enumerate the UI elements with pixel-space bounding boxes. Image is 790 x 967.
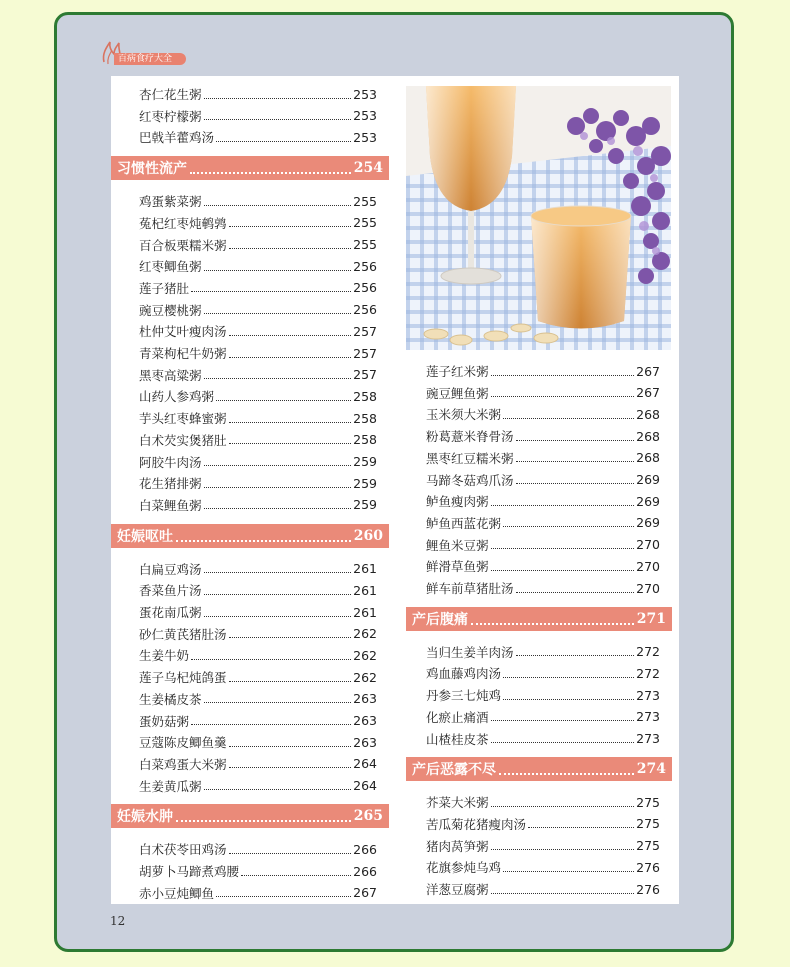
entry-page: 259 [353, 475, 377, 491]
dot-leader [491, 570, 635, 571]
toc-entry[interactable] [139, 320, 377, 342]
toc-entry[interactable] [426, 878, 660, 900]
entry-title: 香菜鱼片汤 [139, 583, 202, 599]
entry-page: 273 [636, 731, 660, 746]
dot-leader [229, 248, 352, 249]
toc-entry[interactable] [426, 813, 660, 835]
entry-page: 266 [353, 841, 377, 857]
section-header[interactable] [111, 156, 389, 180]
entry-title: 阿胶牛肉汤 [139, 454, 202, 470]
dot-leader [491, 548, 635, 549]
section-page: 265 [353, 808, 383, 825]
dot-leader [503, 871, 634, 872]
toc-entry[interactable] [426, 728, 660, 750]
entry-page: 257 [353, 367, 377, 383]
entry-title: 黑枣高粱粥 [139, 367, 202, 383]
entry-page: 275 [636, 794, 660, 810]
section-title: 妊娠水肿 [117, 809, 173, 826]
entry-page: 256 [353, 258, 377, 274]
entry-page: 262 [353, 647, 377, 663]
tea-photo-illustration [406, 86, 671, 350]
dot-leader [204, 313, 352, 314]
entry-title: 莲子乌杞炖鸽蛋 [139, 670, 227, 686]
entry-title: 洋葱豆腐粥 [426, 882, 489, 897]
dot-leader [229, 443, 352, 444]
toc-entry[interactable] [426, 382, 660, 404]
dot-leader [204, 789, 352, 790]
section-title: 产后腹痛 [412, 611, 468, 628]
entry-title: 黑枣红豆糯米粥 [426, 450, 514, 466]
entry-title: 化瘀止痛酒 [426, 709, 489, 725]
entry-title: 丹参三七炖鸡 [426, 688, 502, 704]
entry-title: 花生猪排粥 [139, 476, 202, 492]
entry-page: 259 [353, 497, 377, 513]
entry-title: 山楂桂皮茶 [426, 731, 489, 747]
toc-entry[interactable] [426, 403, 660, 425]
dot-leader [216, 141, 351, 142]
entry-title: 鲜滑草鱼粥 [426, 559, 489, 575]
entry-title: 蛋花南瓜粥 [139, 605, 202, 620]
entry-title: 花旗参炖乌鸡 [426, 860, 502, 876]
dot-leader [229, 357, 352, 358]
entry-title: 白术芡实煲猪肚 [139, 432, 227, 448]
toc-entry[interactable] [139, 407, 377, 429]
entry-title: 白菜鲤鱼粥 [139, 497, 202, 513]
entry-title: 当归生姜羊肉汤 [426, 644, 514, 660]
entry-title: 豌豆鲤鱼粥 [426, 385, 489, 401]
toc-entry[interactable] [426, 684, 660, 706]
toc-entry[interactable] [139, 451, 377, 473]
dot-leader [241, 875, 351, 876]
dot-leader [528, 827, 634, 828]
dot-leader [190, 172, 351, 174]
entry-page: 256 [353, 302, 377, 318]
entry-title: 杏仁花生粥 [139, 87, 202, 102]
toc-entry[interactable] [139, 342, 377, 364]
toc-entry[interactable] [139, 364, 377, 386]
dot-leader [499, 773, 634, 775]
entry-title: 莲子猪肚 [139, 280, 190, 296]
entry-title: 红枣柠檬粥 [139, 108, 202, 124]
dot-leader [229, 422, 352, 423]
section-page: 254 [353, 160, 383, 177]
dot-leader [204, 616, 352, 617]
entry-page: 269 [636, 472, 660, 487]
dot-leader [229, 853, 352, 854]
entry-page: 262 [353, 669, 377, 685]
page-number: 12 [110, 914, 126, 928]
toc-entry[interactable] [426, 469, 660, 491]
section-title: 妊娠呕吐 [117, 528, 173, 545]
entry-title: 鲤鱼米豆粥 [426, 537, 489, 553]
toc-entry[interactable] [426, 791, 660, 813]
entry-title: 猪肉莴笋粥 [426, 838, 489, 854]
brand-badge [100, 40, 200, 66]
dot-leader [491, 742, 635, 743]
entry-page: 258 [353, 410, 377, 426]
entry-page: 253 [353, 108, 377, 124]
entry-page: 261 [353, 604, 377, 620]
dot-leader [516, 461, 635, 462]
toc-entry[interactable] [139, 212, 377, 234]
toc-entry[interactable] [426, 425, 660, 447]
dot-leader [491, 720, 635, 721]
entry-title: 鸡血藤鸡肉汤 [426, 666, 502, 682]
section-header[interactable] [111, 524, 389, 548]
entry-page: 273 [636, 687, 660, 703]
entry-title: 杜仲艾叶瘦肉汤 [139, 324, 227, 340]
toc-entry[interactable] [426, 490, 660, 512]
dot-leader [204, 205, 352, 206]
toc-entry[interactable] [139, 299, 377, 321]
entry-page: 253 [353, 129, 377, 145]
dot-leader [516, 483, 635, 484]
entry-page: 270 [636, 558, 660, 574]
entry-title: 芋头红枣蜂蜜粥 [139, 411, 227, 427]
dot-leader [491, 806, 635, 807]
toc-entry[interactable] [139, 83, 377, 105]
section-title: 产后恶露不尽 [412, 762, 496, 779]
entry-title: 豌豆樱桃粥 [139, 302, 202, 318]
entry-page: 269 [636, 493, 660, 509]
entry-title: 白菜鸡蛋大米粥 [139, 756, 227, 772]
dot-leader [229, 767, 352, 768]
entry-page: 258 [353, 432, 377, 448]
entry-title: 鲜车前草猪肚汤 [426, 581, 514, 596]
entry-page: 261 [353, 561, 377, 577]
entry-title: 鲈鱼西蓝花粥 [426, 515, 502, 531]
entry-title: 红枣鲫鱼粥 [139, 259, 202, 275]
toc-entry[interactable] [139, 126, 377, 148]
toc-entry[interactable] [139, 882, 377, 904]
dot-leader [491, 375, 635, 376]
dot-leader [204, 465, 352, 466]
entry-title: 生姜黄瓜粥 [139, 778, 202, 794]
section-header[interactable] [111, 804, 389, 828]
toc-entry[interactable] [426, 662, 660, 684]
dot-leader [491, 893, 635, 894]
entry-title: 鸡蛋紫菜粥 [139, 194, 202, 210]
dot-leader [204, 572, 352, 573]
dot-leader [516, 655, 635, 656]
entry-page: 253 [353, 86, 377, 102]
dot-leader [204, 487, 352, 488]
entry-page: 269 [636, 515, 660, 531]
toc-entry[interactable] [139, 429, 377, 451]
entry-title: 苦瓜菊花猪瘦肉汤 [426, 816, 527, 832]
dot-leader [471, 623, 634, 625]
entry-page: 268 [636, 450, 660, 466]
entry-title: 莲子红米粥 [426, 364, 489, 379]
entry-page: 257 [353, 345, 377, 361]
entry-title: 青菜枸杞牛奶粥 [139, 346, 227, 361]
entry-page: 255 [353, 237, 377, 252]
toc-entry[interactable] [139, 579, 377, 601]
entry-title: 豆蔻陈皮鲫鱼羹 [139, 735, 227, 751]
dot-leader [516, 440, 635, 441]
dot-leader [204, 594, 352, 595]
brand-label: 百病食疗大全 [114, 53, 186, 65]
entry-title: 马蹄冬菇鸡爪汤 [426, 472, 514, 488]
dot-leader [204, 98, 352, 99]
toc-entry[interactable] [139, 472, 377, 494]
entry-page: 264 [353, 756, 377, 772]
toc-entry[interactable] [139, 666, 377, 688]
dot-leader [204, 508, 352, 509]
entry-title: 胡萝卜马蹄煮鸡腰 [139, 864, 240, 879]
dot-leader [229, 335, 352, 336]
dot-leader [176, 540, 351, 542]
dot-leader [229, 226, 352, 227]
entry-title: 赤小豆炖鲫鱼 [139, 885, 215, 901]
dot-leader [229, 637, 352, 638]
entry-page: 267 [636, 363, 660, 379]
entry-page: 258 [353, 388, 377, 404]
entry-page: 276 [636, 859, 660, 875]
toc-entry[interactable] [139, 255, 377, 277]
entry-title: 玉米须大米粥 [426, 407, 502, 423]
entry-page: 263 [353, 713, 377, 728]
entry-page: 264 [353, 778, 377, 794]
toc-entry[interactable] [139, 385, 377, 407]
dot-leader [503, 418, 634, 419]
entry-page: 262 [353, 626, 377, 642]
dot-leader [503, 526, 634, 527]
entry-page: 272 [636, 665, 660, 681]
entry-title: 生姜牛奶 [139, 648, 190, 664]
toc-entry[interactable] [139, 190, 377, 212]
entry-title: 砂仁黄芪猪肚汤 [139, 626, 227, 642]
entry-page: 257 [353, 323, 377, 339]
toc-entry[interactable] [139, 710, 377, 732]
toc-entry[interactable] [426, 555, 660, 577]
dot-leader [204, 119, 352, 120]
toc-entry[interactable] [139, 105, 377, 127]
entry-page: 261 [353, 582, 377, 598]
dot-leader [503, 699, 634, 700]
entry-page: 255 [353, 215, 377, 231]
entry-page: 267 [353, 885, 377, 901]
toc-entry[interactable] [426, 447, 660, 469]
toc-entry[interactable] [426, 360, 660, 382]
section-page: 260 [353, 527, 383, 544]
dot-leader [491, 849, 635, 850]
entry-title: 鲈鱼瘦肉粥 [426, 494, 489, 510]
entry-page: 263 [353, 734, 377, 750]
toc-entry[interactable] [139, 775, 377, 797]
dot-leader [176, 820, 351, 822]
entry-title: 百合板栗糯米粥 [139, 237, 227, 253]
toc-entry[interactable] [426, 512, 660, 534]
dot-leader [516, 592, 635, 593]
dot-leader [191, 659, 351, 660]
entry-page: 266 [353, 863, 377, 879]
entry-title: 山药人参鸡粥 [139, 389, 215, 405]
entry-title: 粉葛薏米脊骨汤 [426, 429, 514, 445]
toc-entry[interactable] [426, 835, 660, 857]
dot-leader [216, 896, 351, 897]
entry-page: 270 [636, 537, 660, 553]
entry-title: 生姜橘皮茶 [139, 691, 202, 707]
entry-title: 芥菜大米粥 [426, 795, 489, 811]
entry-title: 白术茯苓田鸡汤 [139, 842, 227, 858]
toc-entry[interactable] [426, 641, 660, 663]
dot-leader [503, 677, 634, 678]
entry-page: 273 [636, 709, 660, 725]
dot-leader [229, 746, 352, 747]
entry-page: 263 [353, 691, 377, 707]
entry-title: 巴戟羊藿鸡汤 [139, 130, 215, 146]
section-page: 274 [636, 761, 666, 778]
dot-leader [191, 291, 351, 292]
dot-leader [216, 400, 351, 401]
entry-page: 275 [636, 838, 660, 854]
toc-entry[interactable] [426, 577, 660, 599]
toc-entry[interactable] [139, 731, 377, 753]
entry-page: 256 [353, 280, 377, 296]
dot-leader [229, 681, 352, 682]
entry-page: 272 [636, 644, 660, 660]
toc-entry[interactable] [139, 838, 377, 860]
entry-page: 255 [353, 193, 377, 209]
entry-page: 268 [636, 428, 660, 444]
toc-entry[interactable] [426, 706, 660, 728]
dot-leader [204, 270, 352, 271]
toc-entry[interactable] [139, 558, 377, 580]
entry-title: 蛋奶菇粥 [139, 713, 190, 729]
toc-panel [111, 76, 679, 904]
toc-entry[interactable] [426, 856, 660, 878]
toc-entry[interactable] [139, 644, 377, 666]
dot-leader [491, 505, 635, 506]
tea-glasses-photo [406, 86, 671, 350]
entry-page: 276 [636, 881, 660, 897]
section-page: 271 [636, 610, 666, 627]
section-header[interactable] [406, 607, 672, 631]
section-title: 习惯性流产 [117, 161, 187, 178]
toc-entry[interactable] [139, 494, 377, 516]
toc-entry[interactable] [426, 534, 660, 556]
dot-leader [204, 378, 352, 379]
entry-page: 268 [636, 406, 660, 422]
entry-page: 259 [353, 454, 377, 469]
entry-page: 275 [636, 816, 660, 832]
section-header[interactable] [406, 757, 672, 781]
entry-title: 菟杞红枣炖鹌鹑 [139, 215, 227, 231]
dot-leader [191, 724, 351, 725]
toc-entry[interactable] [139, 753, 377, 775]
entry-title: 白扁豆鸡汤 [139, 561, 202, 577]
toc-entry[interactable] [139, 860, 377, 882]
toc-entry[interactable] [139, 277, 377, 299]
entry-page: 270 [636, 580, 660, 596]
entry-page: 267 [636, 385, 660, 401]
dot-leader [491, 396, 635, 397]
toc-entry[interactable] [139, 234, 377, 256]
toc-entry[interactable] [139, 688, 377, 710]
toc-entry[interactable] [139, 623, 377, 645]
toc-entry[interactable] [139, 601, 377, 623]
dot-leader [204, 702, 352, 703]
